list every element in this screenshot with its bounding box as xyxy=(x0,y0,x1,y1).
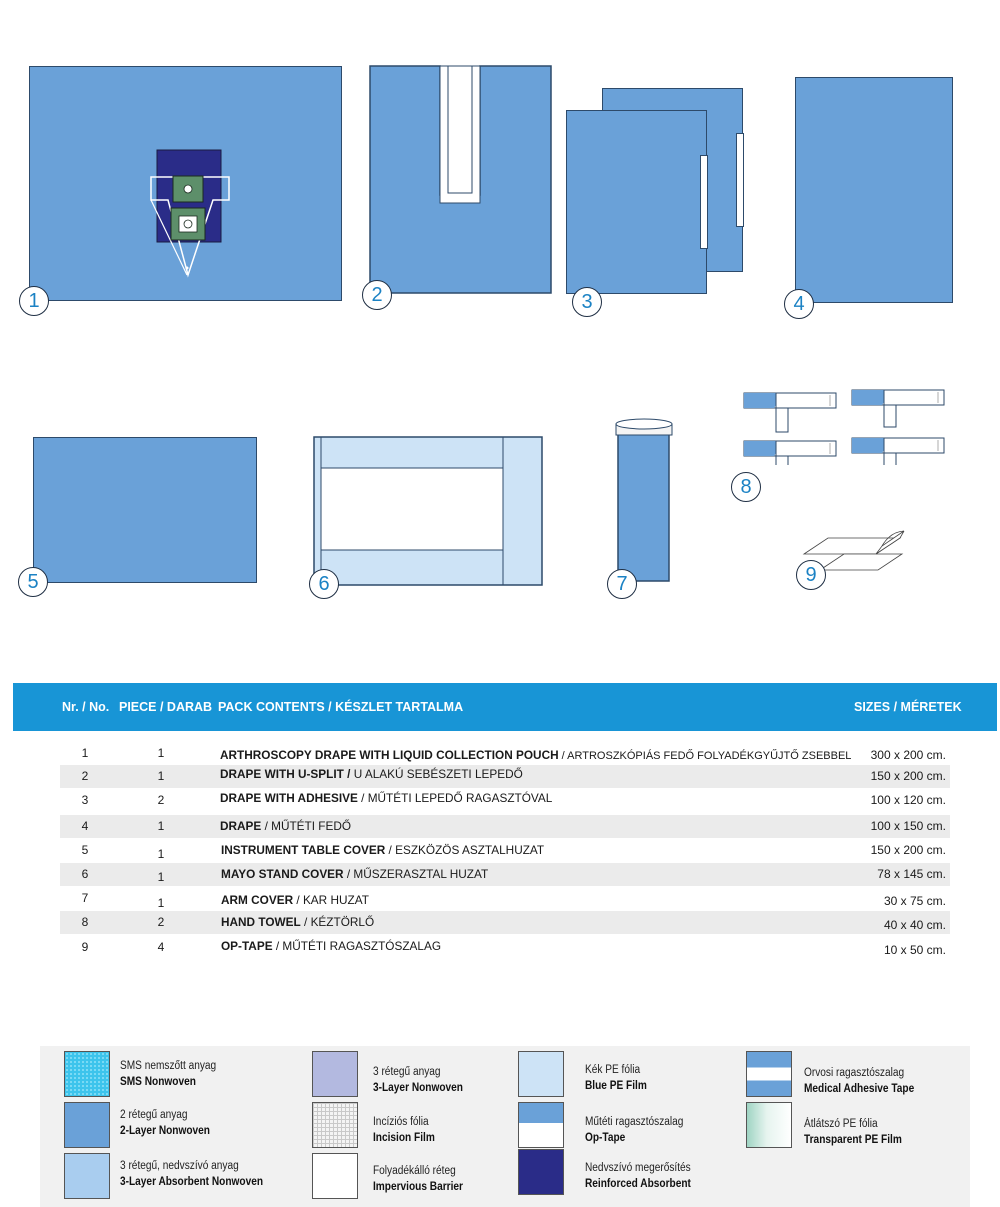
item-number-3: 3 xyxy=(572,287,602,317)
header-nr: Nr. / No. xyxy=(62,700,110,714)
item-number-6: 6 xyxy=(309,569,339,599)
legend-label-en: Reinforced Absorbent xyxy=(585,1178,691,1190)
table-row: 9 4 OP-TAPE / MŰTÉTI RAGASZTÓSZALAG 10 x 50 cm. xyxy=(81,939,946,957)
drape-illustration xyxy=(795,77,953,303)
item-number-1: 1 xyxy=(19,286,49,316)
adhesive-drape-front-illustration xyxy=(566,110,707,294)
legend-label-hu: Átlátszó PE fólia xyxy=(804,1118,878,1130)
legend-label-en: Incision Film xyxy=(373,1132,435,1144)
op-tape-swatch xyxy=(518,1102,564,1148)
reinforced-absorbent-swatch xyxy=(518,1149,564,1195)
legend-label-en: Op-Tape xyxy=(585,1132,626,1144)
transparent-pe-film-swatch xyxy=(746,1102,792,1148)
incision-film-swatch xyxy=(312,1102,358,1148)
table-row: 4 1 DRAPE / MŰTÉTI FEDŐ 100 x 150 cm. xyxy=(60,815,950,838)
liquid-collection-pouch-icon xyxy=(140,148,240,278)
item-number-5: 5 xyxy=(18,567,48,597)
medical-adhesive-tape-swatch xyxy=(746,1051,792,1097)
table-row: 3 2 DRAPE WITH ADHESIVE / MŰTÉTI LEPEDŐ RAGASZTÓVAL 100 x 120 cm. xyxy=(81,791,946,807)
legend-label-hu: Orvosi ragasztószalag xyxy=(804,1067,905,1079)
legend-label-en: 3-Layer Nonwoven xyxy=(373,1082,463,1094)
legend-label-en: Medical Adhesive Tape xyxy=(804,1083,915,1095)
legend-label-en: 2-Layer Nonwoven xyxy=(120,1125,210,1137)
two-layer-nonwoven-swatch xyxy=(64,1102,110,1148)
u-split-drape-illustration xyxy=(369,65,552,295)
legend-label-hu: SMS nemszőtt anyag xyxy=(120,1060,217,1072)
table-row: 5 1 INSTRUMENT TABLE COVER / ESZKÖZÖS ASZTALHUZAT 150 x 200 cm. xyxy=(81,843,946,861)
header-sizes: SIZES / MÉRETEK xyxy=(854,700,962,714)
table-row: 2 1 DRAPE WITH U-SPLIT / U ALAKÚ SEBÉSZETI LEPEDŐ 150 x 200 cm. xyxy=(60,765,950,788)
legend-label-en: Impervious Barrier xyxy=(373,1181,463,1193)
legend-label-hu: 3 rétegű, nedvszívó anyag xyxy=(120,1160,239,1172)
item-number-2: 2 xyxy=(362,280,392,310)
sms-nonwoven-swatch xyxy=(64,1051,110,1097)
legend-label-en: Transparent PE Film xyxy=(804,1134,902,1146)
item-number-8: 8 xyxy=(731,472,761,502)
table-row: 8 2 HAND TOWEL / KÉZTÖRLŐ 40 x 40 cm. xyxy=(60,911,950,934)
header-piece: PIECE / DARAB xyxy=(119,700,213,714)
legend-label-hu: Incíziós fólia xyxy=(373,1116,429,1128)
table-row: 7 1 ARM COVER / KAR HUZAT 30 x 75 cm. xyxy=(81,891,946,910)
mayo-stand-cover-illustration xyxy=(313,436,544,587)
instrument-table-cover-illustration xyxy=(33,437,257,583)
header-contents: PACK CONTENTS / KÉSZLET TARTALMA xyxy=(218,700,464,714)
material-legend xyxy=(40,1046,970,1207)
legend-label-hu: Műtéti ragasztószalag xyxy=(585,1116,684,1128)
item-number-4: 4 xyxy=(784,289,814,319)
table-row: 1 1 ARTHROSCOPY DRAPE WITH LIQUID COLLECTION POUCH / ARTROSZKÓPIÁS FEDŐ FOLYADÉKGYŰJTŐ ZSEBBEL 300 x 200 cm. xyxy=(81,746,946,762)
legend-label-hu: Kék PE fólia xyxy=(585,1064,641,1076)
table-row: 6 1 MAYO STAND COVER / MŰSZERASZTAL HUZAT 78 x 145 cm. xyxy=(60,863,950,886)
legend-label-en: 3-Layer Absorbent Nonwoven xyxy=(120,1176,264,1188)
legend-label-en: SMS Nonwoven xyxy=(120,1076,196,1088)
legend-label-en: Blue PE Film xyxy=(585,1080,647,1092)
legend-label-hu: 3 rétegű anyag xyxy=(373,1066,441,1078)
hand-towels-illustration xyxy=(740,385,950,465)
item-number-9: 9 xyxy=(796,560,826,590)
legend-label-hu: Folyadékálló réteg xyxy=(373,1165,456,1177)
arm-cover-illustration xyxy=(613,417,677,583)
blue-pe-film-swatch xyxy=(518,1051,564,1097)
adhesive-strip-back xyxy=(736,133,744,227)
three-layer-absorbent-swatch xyxy=(64,1153,110,1199)
legend-label-hu: 2 rétegű anyag xyxy=(120,1109,188,1121)
pack-contents-table-header xyxy=(13,683,997,731)
adhesive-strip-front xyxy=(700,155,708,249)
three-layer-nonwoven-swatch xyxy=(312,1051,358,1097)
impervious-barrier-swatch xyxy=(312,1153,358,1199)
item-number-7: 7 xyxy=(607,569,637,599)
legend-label-hu: Nedvszívó megerősítés xyxy=(585,1162,691,1174)
